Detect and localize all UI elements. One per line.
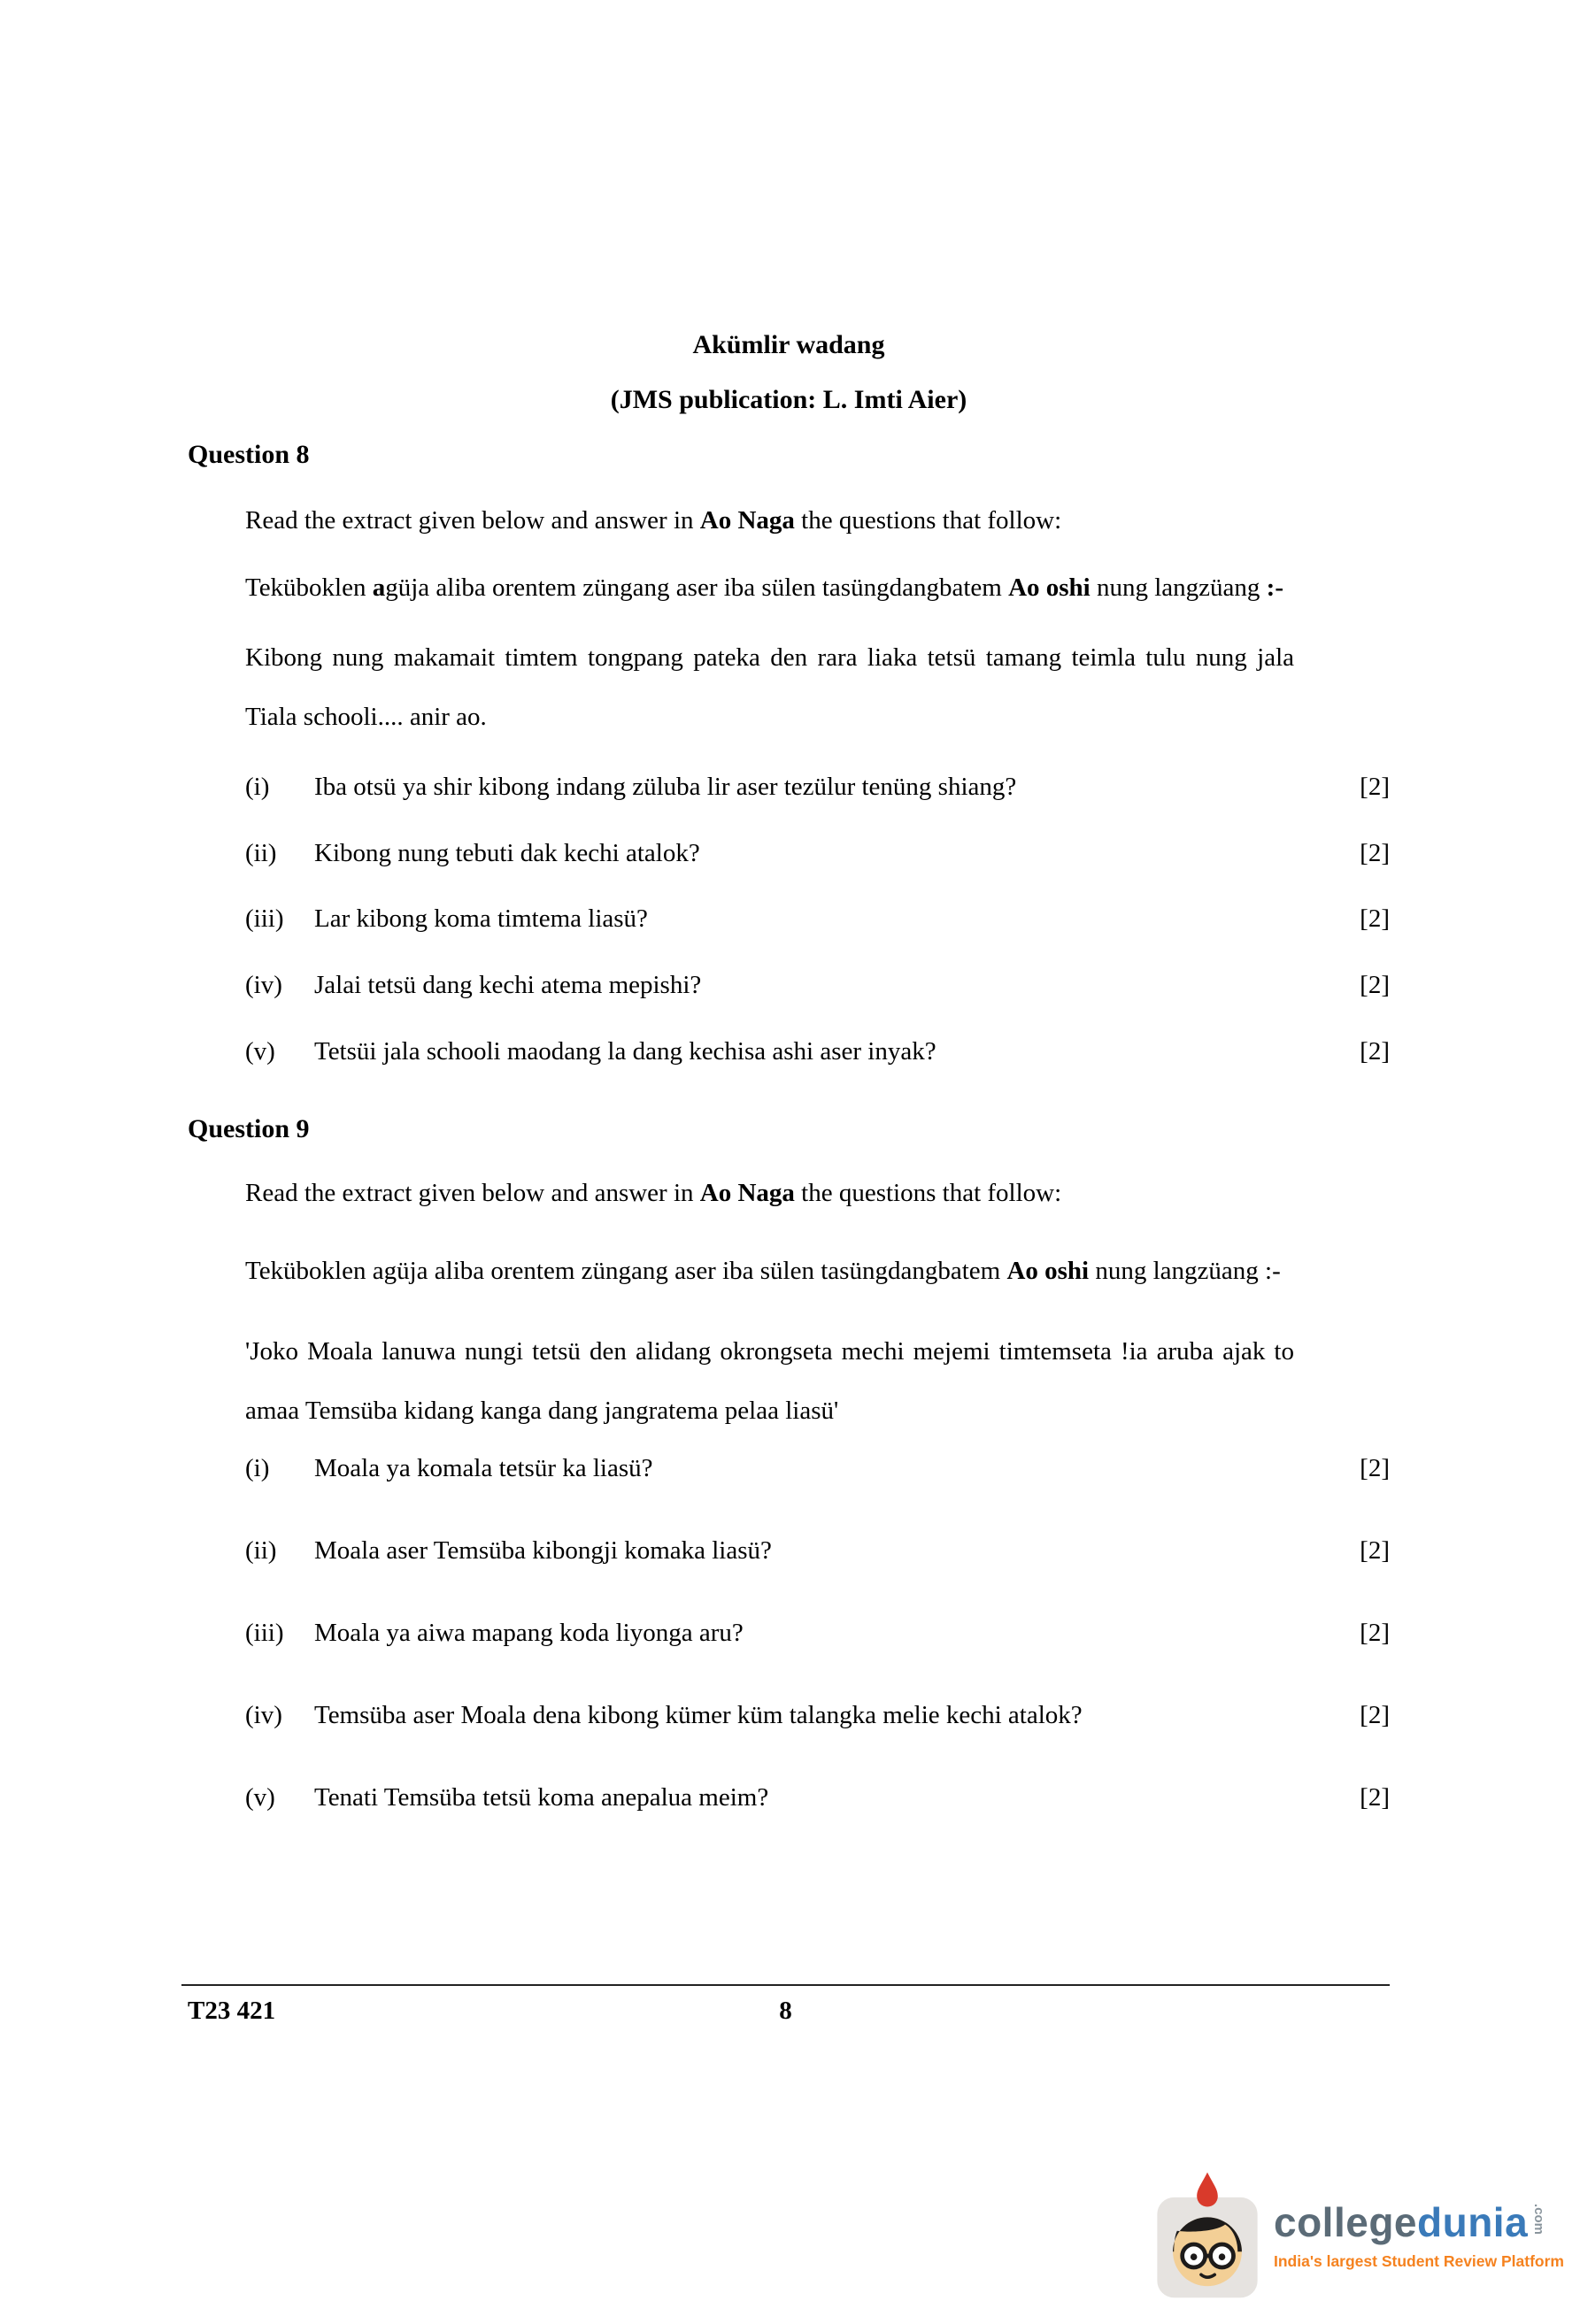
- question-8-heading: Question 8: [188, 440, 310, 469]
- collegedunia-logo: [1155, 2170, 1564, 2301]
- q9-extract1-b1: Ao oshi: [1006, 1257, 1090, 1286]
- q8-extract1-b2: Ao oshi: [1008, 573, 1091, 602]
- question-text: Lar kibong koma timtema liasü?: [314, 904, 648, 934]
- question-text: Tetsüi jala schooli maodang la dang kechisa ashi aser inyak?: [314, 1036, 936, 1066]
- question-text: Iba otsü ya shir kibong indang züluba lir aser tezülur tenüng shiang?: [314, 772, 1017, 801]
- q9-extract-line2: 'Joko Moala lanuwa nungi tetsü den alidang okrongseta mechi mejemi timtemseta !ia aruba ajak to amaa Temsüba kidang kanga dang jangratema pelaa liasü': [245, 1337, 1294, 1425]
- question-number: (iv): [245, 971, 282, 1000]
- q8-intro: [245, 491, 1294, 550]
- collegedunia-mascot-icon: [1155, 2170, 1260, 2301]
- q9-intro: [245, 1164, 1294, 1223]
- question-item: [245, 970, 1390, 1001]
- q8-intro-bold: Ao Naga: [699, 506, 795, 535]
- question-marks: [2]: [1360, 1536, 1390, 1566]
- question-marks: [2]: [1360, 1619, 1390, 1648]
- question-item: [245, 1036, 1390, 1067]
- q8-extract1-b1: a: [372, 573, 386, 602]
- question-number: (iv): [245, 1700, 282, 1729]
- q8-intro-post: the questions that follow:: [794, 506, 1062, 535]
- question-marks: [2]: [1360, 904, 1390, 934]
- question-item: [245, 1453, 1390, 1484]
- collegedunia-logo-text: [1274, 2200, 1564, 2271]
- question-number: (v): [245, 1782, 275, 1812]
- question-text: Moala ya komala tetsür ka liasü?: [314, 1454, 653, 1483]
- question-marks: [2]: [1360, 838, 1390, 867]
- question-number: (iii): [245, 1619, 284, 1648]
- question-number: (ii): [245, 1536, 277, 1566]
- question-item: [245, 1618, 1390, 1649]
- q8-extract1-s3: nung langzüang: [1090, 573, 1267, 602]
- q8-extract1-s2: güja aliba orentem züngang aser iba sülen tasüngdangbatem: [385, 573, 1009, 602]
- q9-extract1-s1: Teküboklen agüja aliba orentem züngang aser iba sülen tasüngdangbatem: [245, 1257, 1007, 1286]
- q9-question-list: [245, 1453, 1390, 1812]
- q8-extract1-s1: Teküboklen: [245, 573, 373, 602]
- question-text: Temsüba aser Moala dena kibong kümer küm talangka melie kechi atalok?: [314, 1700, 1083, 1729]
- q8-extract-line2: Kibong nung makamait timtem tongpang pateka den rara liaka tetsü tamang teimla tulu nung jala Tiala schooli.... anir ao.: [245, 643, 1294, 732]
- q8-question-list: [245, 772, 1390, 1067]
- brand-dunia: dunia: [1417, 2199, 1529, 2246]
- question-marks: [2]: [1360, 1700, 1390, 1729]
- question-text: Kibong nung tebuti dak kechi atalok?: [314, 838, 700, 867]
- question-text: Jalai tetsü dang kechi atema mepishi?: [314, 971, 702, 1000]
- question-text: Moala aser Temsüba kibongji komaka liasü?: [314, 1536, 772, 1566]
- question-8-section: [188, 491, 1390, 1067]
- q8-intro-pre: Read the extract given below and answer in: [245, 506, 700, 535]
- question-9-heading: Question 9: [188, 1113, 310, 1143]
- footer-paper-code: T23 421: [188, 1997, 276, 2025]
- q9-intro-pre: Read the extract given below and answer in: [245, 1178, 700, 1207]
- brand-com: .com: [1531, 2204, 1547, 2236]
- question-marks: [2]: [1360, 1782, 1390, 1812]
- question-number: (v): [245, 1036, 275, 1066]
- doc-title: Akümlir wadang: [692, 330, 885, 359]
- question-number: (i): [245, 772, 270, 801]
- q9-extract1-s2: nung langzüang :-: [1089, 1257, 1281, 1286]
- doc-subtitle: (JMS publication: L. Imti Aier): [610, 385, 967, 414]
- question-marks: [2]: [1360, 772, 1390, 801]
- question-item: [245, 1700, 1390, 1731]
- question-number: (i): [245, 1454, 270, 1483]
- q9-intro-post: the questions that follow:: [794, 1178, 1062, 1207]
- question-number: (ii): [245, 838, 277, 867]
- question-item: [245, 904, 1390, 935]
- question-marks: [2]: [1360, 1454, 1390, 1483]
- brand-college: college: [1274, 2199, 1418, 2246]
- question-item: [245, 1535, 1390, 1566]
- q9-intro-bold: Ao Naga: [699, 1178, 795, 1207]
- q8-extract1-b3: :-: [1266, 573, 1283, 602]
- page-content: [188, 329, 1390, 1864]
- question-item: [245, 838, 1390, 869]
- question-number: (iii): [245, 904, 284, 934]
- question-text: Tenati Temsüba tetsü koma anepalua meim?: [314, 1782, 769, 1812]
- footer-page-number: 8: [779, 1997, 792, 2025]
- question-item: [245, 772, 1390, 803]
- page-footer: [181, 1984, 1390, 2026]
- question-item: [245, 1782, 1390, 1813]
- question-marks: [2]: [1360, 1036, 1390, 1066]
- q9-extract-line1: [245, 1242, 1294, 1301]
- q8-extract-line1: [245, 558, 1294, 618]
- question-9-section: [188, 1113, 1390, 1813]
- question-marks: [2]: [1360, 971, 1390, 1000]
- brand-tagline: India's largest Student Review Platform: [1274, 2251, 1564, 2270]
- question-text: Moala ya aiwa mapang koda liyonga aru?: [314, 1619, 744, 1648]
